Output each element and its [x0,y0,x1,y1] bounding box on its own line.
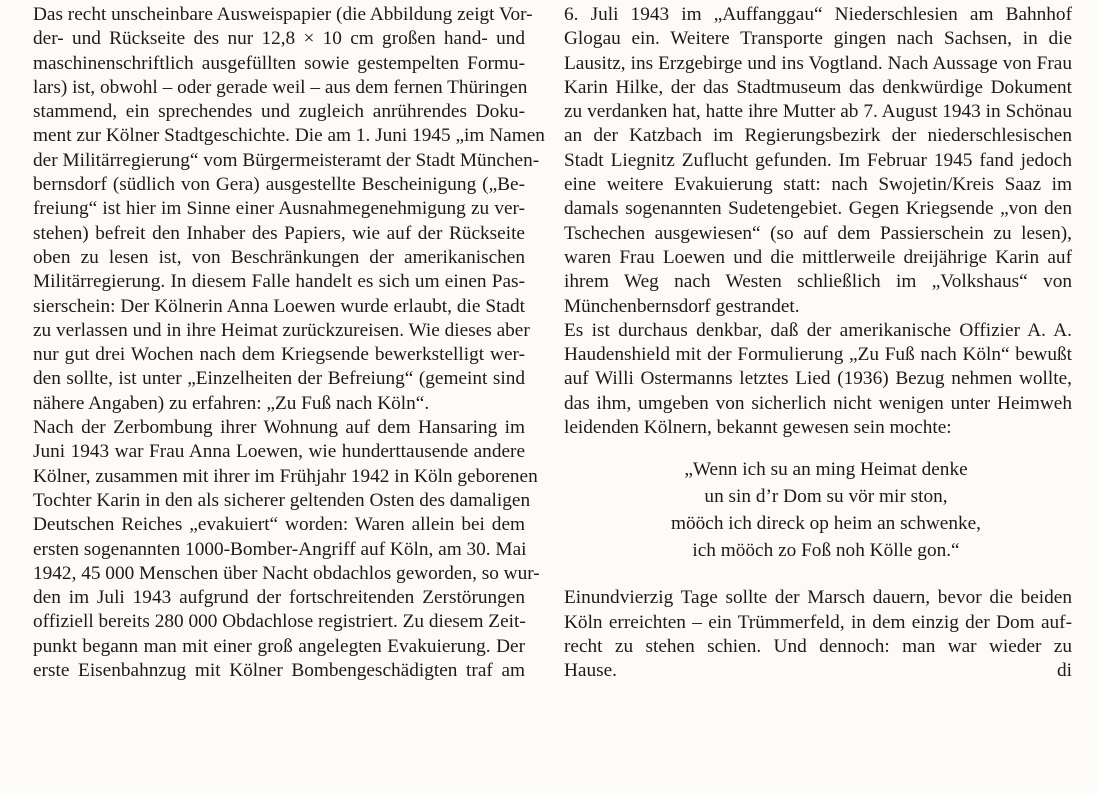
text-line: waren Frau Loewen und die mittlerweile dreijährige Karin auf [564,246,1072,268]
text-line: erste Eisenbahnzug mit Kölner Bombengeschädigten traf am [33,660,525,682]
left-column [33,3,545,683]
verse-line: mööch ich direck op heim an schwenke, [670,513,981,535]
text-line: den im Juli 1943 aufgrund der fortschreitenden Zerstörungen [33,587,525,609]
author-initials: di [1057,660,1072,682]
text-line: Lausitz, ins Erzgebirge und ins Vogtland. Nach Aussage von Frau [564,52,1072,74]
text-line: freiung“ ist hier im Sinne einer Ausnahmegenehmigung zu ver- [33,198,525,220]
text-line: auf Willi Ostermanns letztes Lied (1936) Bezug nehmen wollte, [564,368,1072,390]
text-line: 1942, 45 000 Menschen über Nacht obdachlos geworden, so wur- [33,562,540,584]
text-line: maschinenschriftlich ausgefüllten sowie gestempelten Formu- [33,52,525,74]
text-line: Tschechen ausgewiesen“ (so auf dem Passierschein zu lesen), [564,222,1072,244]
text-line: Deutschen Reiches „evakuiert“ worden: Waren allein bei dem [33,514,525,536]
text-line: damals sogenannten Sudetengebiet. Gegen Kriegsende „von den [564,198,1072,220]
text-line: punkt begann man mit einer groß angelegten Evakuierung. Der [33,635,525,657]
text-line: Das recht unscheinbare Ausweispapier (die Abbildung zeigt Vor- [33,4,533,25]
text-line: Stadt Liegnitz Zuflucht gefunden. Im Februar 1945 fand jedoch [564,149,1072,171]
song-quote [564,456,1072,564]
text-line: Tochter Karin in den als sicherer geltenden Osten des damaligen [33,489,531,511]
text-line: Einundvierzig Tage sollte der Marsch dauern, bevor die beiden [564,587,1072,609]
text-line: 6. Juli 1943 im „Auffanggau“ Niederschlesien am Bahnhof [564,4,1072,25]
text-line: offiziell bereits 280 000 Obdachlose registriert. Zu diesem Zeit- [33,611,526,633]
right-column [564,3,1072,684]
text-line: Juni 1943 war Frau Anna Loewen, wie hunderttausende andere [33,441,525,463]
text-line: nähere Angaben) zu erfahren: „Zu Fuß nach Köln“. [33,392,430,414]
text-line: eine weitere Evakuierung statt: nach Swojetin/Kreis Saaz im [564,174,1072,196]
verse-line: un sin d’r Dom su vör mir ston, [704,486,948,508]
text-line: nur gut drei Wochen nach dem Kriegsende bewerkstelligt wer- [33,344,525,366]
verse-line: „Wenn ich su an ming Heimat denke [684,459,968,481]
text-line: Es ist durchaus denkbar, daß der amerikanische Offizier A. A. [564,319,1072,341]
text-line: Kölner, zusammen mit ihrer im Frühjahr 1942 in Köln geborenen [33,465,538,487]
text-line: stammend, ein sprechendes und zugleich anrührendes Doku- [33,101,525,123]
text-line: ihrem Weg nach Westen schließlich im „Volkshaus“ von [564,271,1072,293]
verse-line: ich mööch zo Foß noh Kölle gon.“ [692,540,960,562]
text-line: ersten sogenannten 1000-Bomber-Angriff auf Köln, am 30. Mai [33,538,527,560]
text-line: ment zur Kölner Stadtgeschichte. Die am 1. Juni 1945 „im Namen [33,125,545,147]
text-line: das ihm, umgeben von sicherlich nicht wenigen unter Heimweh [564,392,1072,414]
text-line: oben zu lesen ist, von Beschränkungen der amerikanischen [33,246,525,268]
text-line: Nach der Zerbombung ihrer Wohnung auf dem Hansaring im [33,417,525,439]
text-line: der Militärregierung“ vom Bürgermeisteramt der Stadt München- [33,149,540,171]
final-word: Hause. [564,660,618,682]
text-line: Glogau ein. Weitere Transporte gingen nach Sachsen, in die [564,28,1072,50]
text-line: der- und Rückseite des nur 12,8 × 10 cm großen hand- und [33,28,525,50]
text-line: Köln erreichten – ein Trümmerfeld, in dem einzig der Dom auf- [564,611,1072,633]
text-line: leidenden Kölnern, bekannt gewesen sein mochte: [564,417,952,439]
text-line: stehen) befreit den Inhaber des Papiers, wie auf der Rückseite [33,222,525,244]
final-line [564,659,1072,683]
text-line: Militärregierung. In diesem Falle handelt es sich um einen Pas- [33,271,525,293]
text-line: lars) ist, obwohl – oder gerade weil – aus dem fernen Thüringen [33,76,528,98]
text-line: den sollte, ist unter „Einzelheiten der Befreiung“ (gemeint sind [33,368,525,390]
text-line: sierschein: Der Kölnerin Anna Loewen wurde erlaubt, die Stadt [33,295,525,317]
text-line: Karin Hilke, der das Stadtmuseum das denkwürdige Dokument [564,76,1072,98]
text-line: Haudenshield mit der Formulierung „Zu Fuß nach Köln“ bewußt [564,344,1072,366]
text-line: bernsdorf (südlich von Gera) ausgestellte Bescheinigung („Be- [33,174,525,196]
text-line: an der Katzbach im Regierungsbezirk der niederschlesischen [564,125,1072,147]
text-line: zu verdanken hat, hatte ihre Mutter ab 7. August 1943 in Schönau [564,101,1072,123]
text-line: Münchenbernsdorf gestrandet. [564,295,800,317]
text-line: recht zu stehen schien. Und dennoch: man war wieder zu [564,635,1072,657]
text-line: zu verlassen und in ihre Heimat zurückzureisen. Wie dieses aber [33,319,530,341]
